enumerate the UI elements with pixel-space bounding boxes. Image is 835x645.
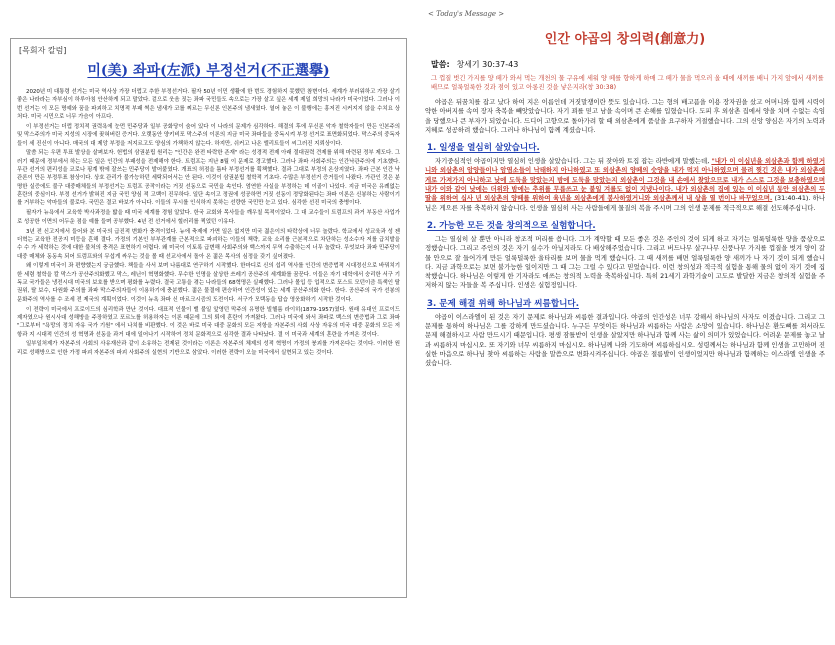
key-verse: 그 껍질 벗긴 가지를 양 떼가 와서 먹는 개천의 물 구유에 세워 양 떼를 향하게 하매 그 떼가 물을 먹으러 올 때에 새끼를 배니 가지 앞에서 새끼를 배므로 얼룩얼룩한 것과 점이 있고 아롱진 것을 낳은지라(창 30:38) xyxy=(431,75,824,91)
section-heading-3: 3. 문제 해결 위해 하나님과 씨름합니다. xyxy=(427,298,579,309)
scripture-label: 말씀: xyxy=(431,60,450,69)
column-body xyxy=(17,88,400,357)
section-heading-1: 1. 일생을 열심히 살았습니다. xyxy=(427,143,540,154)
column-paragraph: 이 부정선거는 더럽 정치적 권력욕에 눈먼 민주당과 일부 공화당이 숨어 있다 이 나라의 문제가 심각하다. 해결의 후에 무신론 악자 철학자들이 만든 인본주의 및 막스주의가 미국 지성의 시장에 꽂혀버린 증거다. 오랫동안 양키비포 막스주의 이론의 지금 미국 좌파들을 중독시켜 부정 선거로 표면화되었다. 막스주의 중독자들이 세 진신이 아니다. 매국의 대 제앙 부정을 저지르고도 양심의 가책하지 않는다. 하지만, 쉬커고 나온 엘리트들이 씨그러진 지뢰상이다. xyxy=(17,123,400,147)
todays-message-panel xyxy=(425,10,825,630)
message-tag: < Today's Message > xyxy=(428,10,505,18)
section-paragraph-1 xyxy=(425,157,825,213)
section-1-lead: 자기중심적인 야곱이지만 열심히 인생을 살았습니다. 그는 뒤 잦아와 트집 잡는 라반에게 말했는데, xyxy=(435,157,712,166)
section-1-tail: (31:40-41). 하나님은 게으른 자를 축복하지 않습니다. 인생을 열심히 사는 사람들에게 물질의 복을 주시며 그의 인생 문제를 적극적으로 해결 선도해주십니다. xyxy=(425,194,825,212)
section-heading-2: 2. 가능한 모든 것을 창의적으로 실험합니다. xyxy=(427,220,596,231)
column-paragraph: 2020년 미 대통령 선거는 미국 역사상 가장 더럽고 추한 부정선거다. 필자 50년 이민 생활에 한 번도 경험하지 못했던 참변이다. 세계가 부러워하고 가장 살기 좋은 나라라는 자부심이 하루아침 안산하게 되고 말았다. 겉으로 웃음 짓는 좌파 국민들도 속으로는 가장 살고 싶은 세계 제일 희망의 나라가 미국이었다. 그러나 이번 선거는 이 모든 명예와 꿈을 파괴하고 치명적 부패 썩은 냄새가 코를 찌르는 무신론 인본주의 냄새였다. 열어 놓은 이 불행에는 흥저진 시커지지 않을 수치요 상처다. 미국 시민으로 너무 가슴이 아프다. xyxy=(17,89,400,121)
column-paragraph: 왜 이렇게 미국이 좌 편향했는지 궁금했다. 책들을 사서 보며 나름대로 연구하기 시작했다. 한마디로 신의 섭리 역사를 인간의 변증법적 시대정신으로 바꿔치기한 세렴 철학을 칼 막스가 공산주의화했고 막스, 레닌이 혁명화했다. 무수한 인명을 살상한 쓰레기 공산주의 세계화를 꿈꾼다. 이들은 자기 대학에서 숭리한 서구 기독교 국가들은 냉전시대 미국의 보호를 받으며 평화를 누렸다. 결국 고통을 겪는 나라들의 68혁명은 실패했다. 그러나 몰입 등 업적으로 포스트 모던이즘 특색인 탈 권위, 탈 보수, 다원화 주의를 좌파 막스주의자들이 이용하기에 충분했다. 젊은 물결에 편승하여 인간성이 있는 세계 공산주의화 한다. 한다. 공산주의 국가 선봉의 문화주의 역사를 수 조세 전 제국의 계획이었다. 이것이 뉴욕 좌파 신 마르크시즘의 도전이다. 서구가 모택동을 답습 영웅화하기 시작한 것이다. xyxy=(17,263,400,303)
boxed-quote: "내가 이 이십년을 외삼촌과 함께 하였거니와 외삼촌의 암양들이나 암염소들이 낙태하지 아니하였고 또 외삼촌의 양떼의 숫양을 내가 먹지 아니하였으며 물려 찢긴 것은 내가 외삼촌에게로 가져가지 아니하고 낮에 도둑을 맞았는지 밤에 도둑을 맞았는지 외삼촌이 그것을 내 손에서 찾았으므로 내가 스스로 그것을 보충하였으며 내가 이와 같이 낮에는 더위와 밤에는 추위를 무릅쓰고 눈 붙일 겨를도 없이 지냈나이다. 내가 외삼촌의 집에 있는 이 이십년 동안 외삼촌의 두 딸을 위하여 십사 년 외삼촌의 양떼를 위하여 육년을 외삼촌에게 봉사하였거니와 외삼촌께서 내 삯을 열 번이나 바꾸었으며. xyxy=(425,157,825,203)
pastor-column-panel xyxy=(10,38,407,598)
column-label: [목회자 칼럼] xyxy=(19,46,67,55)
column-title: 미(美) 좌파(左派) 부정선거(不正選擧) xyxy=(87,63,330,79)
section-paragraph-2: 그는 열심히 살 뿐만 아니라 창조적 머리를 씁니다. 그가 계약할 때 모든 좋은 것은 주인의 것이 되게 하고 자기는 얼룩덜룩한 양을 품삯으로 정했습니다. 그리고 주인의 것은 자기 실수가 아닐지라도 다 배상해주었습니다. 그리고 버드나무 살구나무 신풍나무 가지를 껍질을 벗겨 양이 갈물 안으로 잘 들어가게 만든 얼룩덜룩한 울타리를 보며 물을 먹게 했습니다. 그 때 새끼를 배면 얼룩덜룩한 양 새끼가 나 자기 것이 되게 했습니다. 지금 과학으로는 보면 불가능한 일이지만 그 때 그는 그럴 수 있다고 믿었습니다. 이런 창의성과 적극적 실험을 통해 물의 없이 자기 것에 집착했습니다. 하나님은 이렇게 한 기자라도 애쓰는 창의적 노력을 축복하십니다. 특히 21세기 과학기술이 고도로 발달한 지금은 창의적 실험을 주저하지 않는 자들을 복 주십니다. 인생은 실험정입니다. xyxy=(425,234,825,290)
column-paragraph: 3년 전 신고지에서 들어와 본 미국의 급진적 변화가 충격이었다. 뉴에 축제에 가면 일은 없지만 미국 젊은이의 타락상에 너무 놀랐다. 학교에서 성교육과 성 젠더혁는 교육한 전공지 미등을 흔해 결다. 가정의 기본인 부부관계를 근본적으로 파괴하는 이들의 책략, 교육 소리를 근본적으로 차단하는 성소수자 저를 급치발을 수 수 가 세력하는 것에 대한 불처의 충격은 표현하기 어렵다. 왜 미국이 이토록 급변해 사회주의와 백스까지 무역 수출하는지 너무 놀랐다. 무엇보다 좌파 민주당이 대중 매체와 동동속 되어 트럼프와의 무섭게 싸우는 것을 볼 때 선교사에서 돌아 온 젊은 목사의 심정을 갖기 싶어졌다. xyxy=(17,228,400,260)
sermon-title: 인간 야곱의 창의력(創意力) xyxy=(544,32,706,47)
scripture-line xyxy=(431,59,825,70)
column-paragraph: 이 전략이 미국에서 프로이드의 심리학과 만난 것이다. 대표적 인물이 밸 불일 앞영던 막주의 유명한 빌헬름 라이히(1879-1957)였다. 원래 유대인 프로이드 제자였으나 원시사대 성해방을 주장하였고 포르노를 허용하자는 이론 때문에 그의 퇴에 혼란이 가져왔다. 그러나 미국에 와서 좌파로 백스의 변증법과 그로 좌파 "그로부터 "욕망의 정치 자유 국가 기원" 에서 나치를 비판했다. 이 것은 바로 미국 대중 문화의 모든 저항을 자본주의 사회 사상 자유의 미국 대중 문화의 모든 저항과 지 시대적 인간의 성 혁명과 선동을 과거 대에 일어나기 시작하여 정치 문화적으로 심각한 결과 나타났다. 결 이 미국과 세계의 혼란을 가져온 것이다. xyxy=(17,306,400,338)
column-paragraph: 일부일처제가 자본주의 사회의 사유재산과 같이 소유하는 전제된 것이라는 이론은 자본주의 체제의 성적 혁명이 가정의 붕괴를 가져온다는 것이다. 이러한 원리로 성해방으로 인한 가정 파괴 자본주의 파괴 사회주의 실현의 기반으로 삼았다. 이러한 전략이 오늘 미국에서 실현되고 있는 것이다. xyxy=(17,341,400,356)
scripture-reference: 창세기 30:37-43 xyxy=(456,60,519,69)
column-paragraph: 말씀 되는 우편 투표 발상을 살펴보자. 헌법의 삼권분립 원리는 "인간은 완전 타락한 존재" 라는 성경적 전제 아래 절대권력 견제를 위해 마련된 정부 제도다. 그러기 때문에 정부에서 하는 모든 일은 인간의 부패성을 전제해야 한다. 트럼프는 지난 8월 이 문제로 경고했다. 그러나 좌파 사회주의는 인간낙관주의에 기초했다. 무관 선거의 편리성을 코로나 핑계 밖에 잘쓰는 민주당이 발어붙였다. 개표의 허점을 틈타 부정선거를 획책했다. 결과 그대로 부정의 온상지였다. 좌파 근본 인간 낙관론이 만든 부정투표 참상이다. 상호 관리가 불가능하던 세탁되어서는 안 된다. 이것이 삼권분립 철학적 기초다. 수많은 부정선거 증거들이 나왔다. 가관인 것은 분명한 실증에도 불구 대중매체들의 부정선거는 트럼프 공작이라는 거짓 선동으로 국민을 속인다. 엄연한 사실을 부정하는 데 이골이 나있다. 지금 미국은 유례없는 혼란의 중심이다. 부정 선거가 밝혀진 지금 국민 양심 적 고백이 진무하다. 일단 속이고 정권에 성공하면 거짓 선동이 정당화된다는 좌파 이론은 신봉하는 사람이기를 거부하는 악마들의 불로다. 국민은 결코 바보가 아니다. 이들의 무시를 인식하지 못하는 선량한 국민만 눈고 있다. 심각한 선진 미국의 충병이다. xyxy=(17,150,400,207)
sermon-intro: 야곱은 뒤꿈치를 잡고 났다 하여 지은 이름인데 거짓말쟁이란 뜻도 있습니다. 그는 형의 배고픔을 이용 장자권을 샀고 어머니와 함께 시력이 약한 아버지를 속여 장자 축복을 빼앗았습니다. 자기 꾀를 믿고 남을 속이며 큰 손해를 입혔습니다. 도피 후 외삼촌 집에서 양을 치며 수없는 속임을 당했으나 큰 부자가 되었습니다. 드디어 고향으로 돌아가려 할 때 외삼촌에게 품삯을 요구하자 거절했습니다. 그의 신앙 양심은 자기의 노력과 지혜로 성공하려 했습니다. 그러나 하나님이 함께 계셨습니다. xyxy=(425,98,825,134)
column-paragraph: 필자가 뉴욕에서 교육학 박사과정을 밟을 때 미국 세계를 경험 알았다. 한국 교회와 목사들을 깨우칠 목적이었다. 그 대 교수들이 트럼프의 과거 부동산 사업가로 성공한 이면의 어두운 점을 예를 들며 공부했다. 4년 전 선거에서 힐러리를 찍었던 이유다. xyxy=(17,210,400,225)
section-paragraph-3: 야곱이 이스라엘이 된 것은 자기 문제로 하나님과 씨름한 결과입니다. 야곱의 인간성은 너무 강해서 하나님의 사자도 이겼습니다. 그리고 그 문제를 통하여 하나님은 그를 강하게 만드셨습니다. 누구든 무엇이든 하나님과 씨름하는 사람은 소망이 있습니다. 하나님은 환도뼈를 쳐서라도 문제 해결하시고 사람 만드시기 때문입니다. 평생 잠틀받이 인생을 살았지만 하나님과 함께 사는 삶이 의미가 있었습니다. 어려운 문제를 놓고 날과 씨름하지 마십시오. 또 자기와 너무 씨름하지 마십시오. 하나님께 나와 기도하며 씨름하십시오. 성령께서는 하나님과 함께 인생을 고민하며 진실한 마음으로 하나님 찾아 씨름하는 사람을 말씀으로 변화시켜주십니다. 야곱은 절름발이 인생이었지만 하나님과 함께하는 이스라엘 인생을 주셨습니다. xyxy=(425,312,825,368)
sermon-body xyxy=(425,98,825,369)
